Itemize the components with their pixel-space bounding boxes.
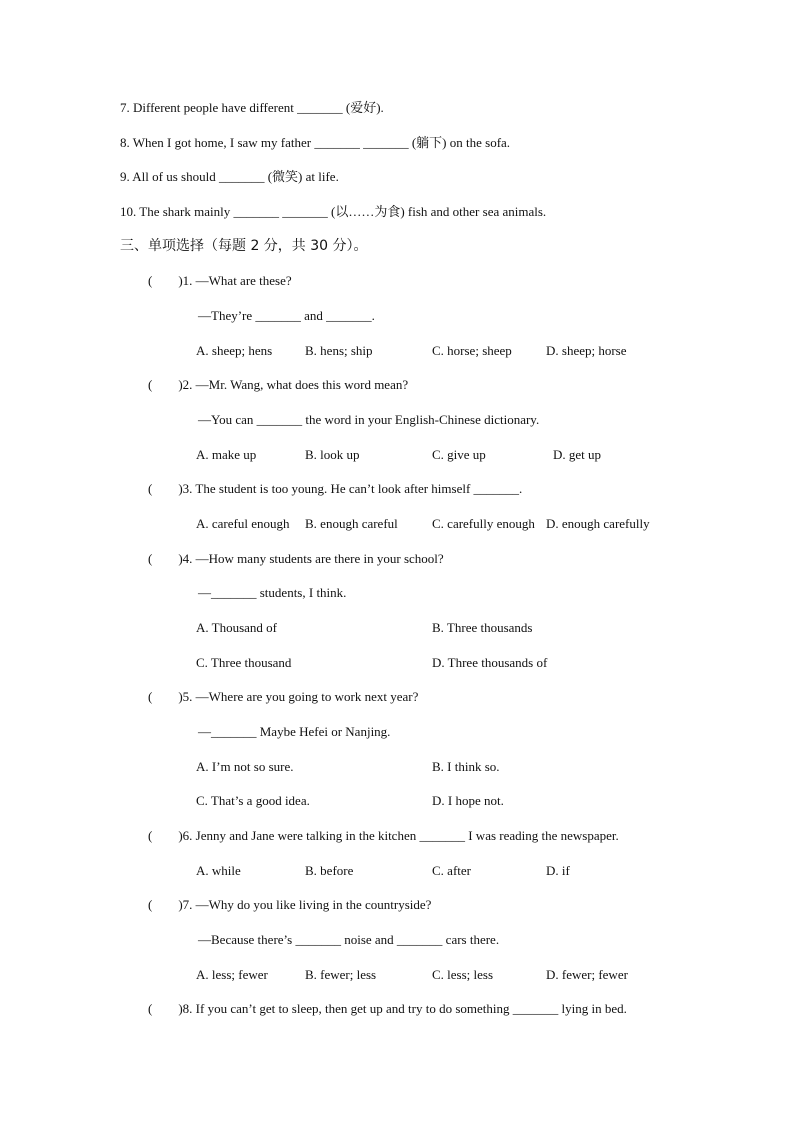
fill-in-item-8: 8. When I got home, I saw my father _______ _______ (躺下) on the sofa. — [120, 135, 511, 150]
question-5-option-c: C. That’s a good idea. — [196, 793, 310, 808]
question-2-reply: —You can _______ the word in your English-Chinese dictionary. — [198, 412, 540, 427]
question-8-stem: ( )8. If you can’t get to sleep, then get up and try to do something _______ lying in bed. — [148, 1001, 627, 1016]
question-4-reply: —_______ students, I think. — [198, 585, 347, 600]
question-2-option-c: C. give up — [432, 447, 486, 462]
fill-in-item-10: 10. The shark mainly _______ _______ (以……为食) fish and other sea animals. — [120, 204, 547, 219]
question-2-option-a: A. make up — [196, 447, 257, 462]
question-7-option-c: C. less; less — [432, 967, 494, 982]
question-2-stem: ( )2. —Mr. Wang, what does this word mean? — [148, 377, 409, 392]
question-3-option-b: B. enough careful — [305, 516, 398, 531]
question-3-stem: ( )3. The student is too young. He can’t look after himself _______. — [148, 481, 523, 496]
question-5-option-d: D. I hope not. — [432, 793, 504, 808]
question-1-option-d: D. sheep; horse — [546, 343, 627, 358]
question-1-reply: —They’re _______ and _______. — [198, 308, 375, 323]
question-5-option-a: A. I’m not so sure. — [196, 759, 294, 774]
question-2-option-d: D. get up — [553, 447, 602, 462]
question-4-option-a: A. Thousand of — [196, 620, 278, 635]
question-7-option-b: B. fewer; less — [305, 967, 377, 982]
question-4-option-d: D. Three thousands of — [432, 655, 548, 670]
question-1-option-c: C. horse; sheep — [432, 343, 512, 358]
question-3-option-a: A. careful enough — [196, 516, 290, 531]
fill-in-item-7: 7. Different people have different _______ (爱好). — [120, 100, 384, 115]
question-6-stem: ( )6. Jenny and Jane were talking in the kitchen _______ I was reading the newspaper. — [148, 828, 619, 843]
question-7-stem: ( )7. —Why do you like living in the countryside? — [148, 897, 432, 912]
question-7-option-d: D. fewer; fewer — [546, 967, 628, 982]
question-5-reply: —_______ Maybe Hefei or Nanjing. — [198, 724, 391, 739]
question-6-option-d: D. if — [546, 863, 570, 878]
question-1-option-b: B. hens; ship — [305, 343, 373, 358]
question-1-option-a: A. sheep; hens — [196, 343, 273, 358]
question-4-option-b: B. Three thousands — [432, 620, 533, 635]
question-6-option-b: B. before — [305, 863, 354, 878]
question-7-option-a: A. less; fewer — [196, 967, 268, 982]
question-6-option-c: C. after — [432, 863, 471, 878]
question-3-option-c: C. carefully enough — [432, 516, 535, 531]
question-3-option-d: D. enough carefully — [546, 516, 650, 531]
section-title: 三、单项选择（每题 2 分，共 30 分）。 — [120, 238, 368, 254]
question-4-stem: ( )4. —How many students are there in your school? — [148, 551, 444, 566]
question-5-option-b: B. I think so. — [432, 759, 500, 774]
question-4-option-c: C. Three thousand — [196, 655, 292, 670]
question-5-stem: ( )5. —Where are you going to work next year? — [148, 689, 419, 704]
question-1-stem: ( )1. —What are these? — [148, 273, 292, 288]
question-2-option-b: B. look up — [305, 447, 360, 462]
question-7-reply: —Because there’s _______ noise and _______ cars there. — [198, 932, 500, 947]
fill-in-item-9: 9. All of us should _______ (微笑) at life. — [120, 169, 339, 184]
question-6-option-a: A. while — [196, 863, 241, 878]
